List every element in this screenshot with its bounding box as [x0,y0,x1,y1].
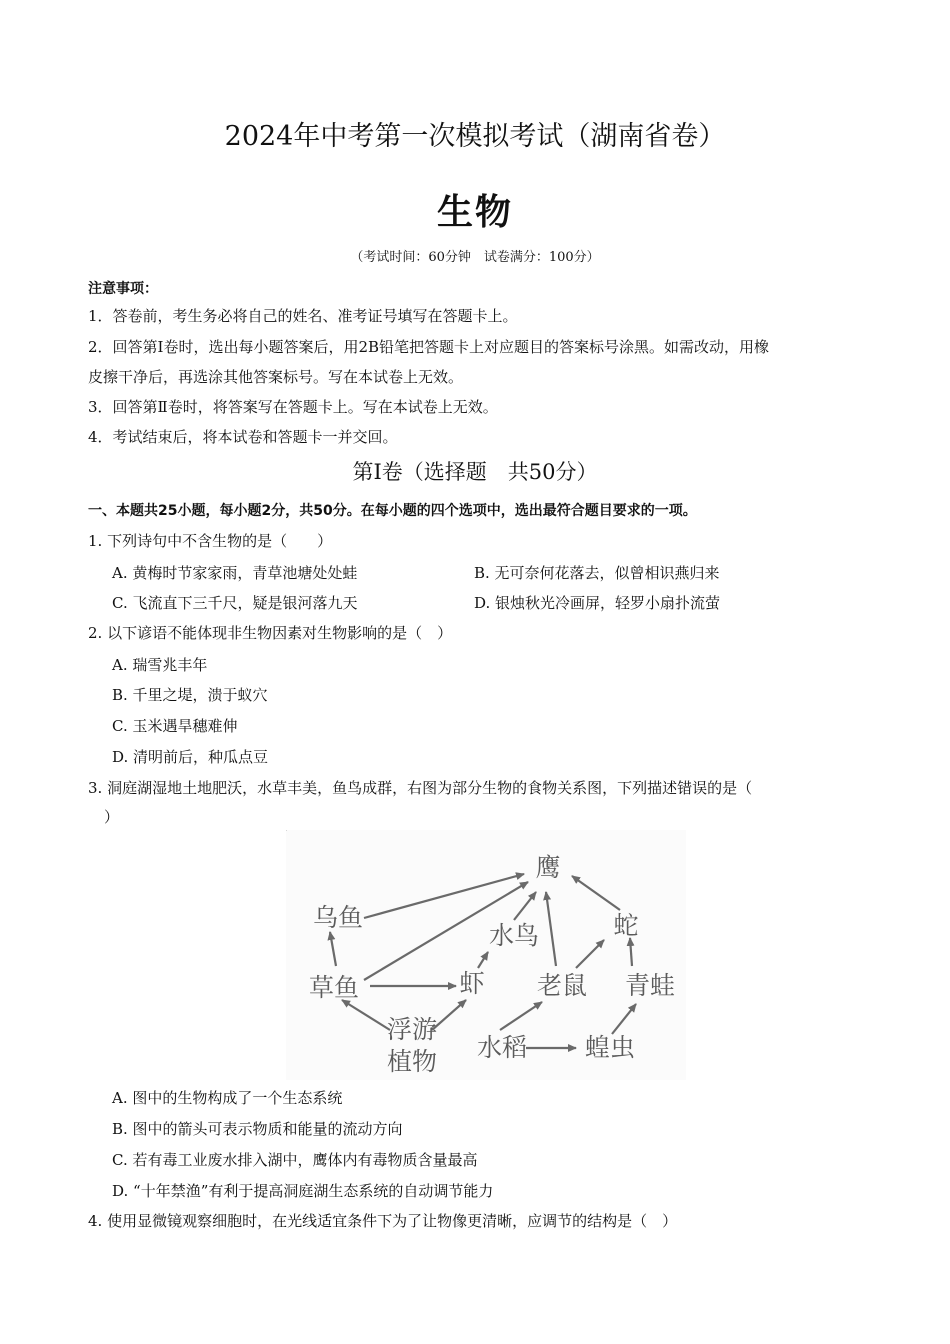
notice-item: 皮擦干净后，再选涂其他答案标号。写在本试卷上无效。 [88,368,464,386]
notice-item: 1．答卷前，考生务必将自己的姓名、准考证号填写在答题卡上。 [88,307,518,325]
question-stem: 2. 以下谚语不能体现非生物因素对生物影响的是（ ） [88,624,453,642]
question-stem: 1. 下列诗句中不含生物的是（ ） [88,532,333,550]
node-mouse: 老鼠 [536,971,588,1000]
node-waterbird: 水鸟 [488,921,540,950]
notice-item: 3．回答第Ⅱ卷时，将答案写在答题卡上。写在本试卷上无效。 [88,398,498,416]
exam-title: 2024年中考第一次模拟考试（湖南省卷） [224,121,726,152]
subject-title: 生物 [436,191,513,233]
section-heading: 第Ⅰ卷（选择题 共50分） [352,460,598,484]
option-d: D. 清明前后，种瓜点豆 [112,748,269,766]
option-b: B. 无可奈何花落去，似曾相识燕归来 [474,564,720,582]
notice-item: 2．回答第Ⅰ卷时，选出每小题答案后，用2B铅笔把答题卡上对应题目的答案标号涂黑。如需改动，用橡 [88,338,770,356]
question-stem: 3. 洞庭湖湿地土地肥沃，水草丰美，鱼鸟成群，右图为部分生物的食物关系图，下列描述错误的是（ [88,779,753,797]
option-a: A. 黄梅时节家家雨，青草池塘处处蛙 [112,564,358,582]
node-rice: 水稻 [476,1033,528,1062]
food-web-diagram [286,830,686,1080]
option-c: C. 若有毒工业废水排入湖中，鹰体内有毒物质含量最高 [112,1151,478,1169]
question-stem-continued: ） [104,808,120,826]
option-a: A. 图中的生物构成了一个生态系统 [112,1089,343,1107]
option-c: C. 玉米遇旱穗难伸 [112,717,238,735]
section-instruction: 一、本题共25小题，每小题2分，共50分。在每小题的四个选项中，选出最符合题目要求的一项。 [88,503,697,519]
exam-info: （考试时间：60分钟 试卷满分：100分） [350,250,600,265]
node-shrimp: 虾 [459,969,485,998]
node-plankton-2: 植物 [386,1047,438,1076]
node-locust: 蝗虫 [584,1033,636,1062]
notice-item: 4．考试结束后，将本试卷和答题卡一并交回。 [88,428,398,446]
option-d: D. “十年禁渔”有利于提高洞庭湖生态系统的自动调节能力 [112,1182,494,1200]
node-snake: 蛇 [613,911,639,940]
node-eagle: 鹰 [535,853,561,882]
node-plankton-1: 浮游 [386,1015,438,1044]
question-stem: 4. 使用显微镜观察细胞时，在光线适宜条件下为了让物像更清晰，应调节的结构是（ ） [88,1212,678,1230]
notice-title: 注意事项： [88,281,158,297]
node-frog: 青蛙 [624,971,676,1000]
node-snakehead: 乌鱼 [312,903,364,932]
option-b: B. 千里之堤，溃于蚁穴 [112,686,268,704]
option-a: A. 瑞雪兆丰年 [112,656,208,674]
option-b: B. 图中的箭头可表示物质和能量的流动方向 [112,1120,403,1138]
node-grass-carp: 草鱼 [308,973,360,1002]
option-d: D. 银烛秋光冷画屏，轻罗小扇扑流萤 [474,594,721,612]
option-c: C. 飞流直下三千尺，疑是银河落九天 [112,594,358,612]
